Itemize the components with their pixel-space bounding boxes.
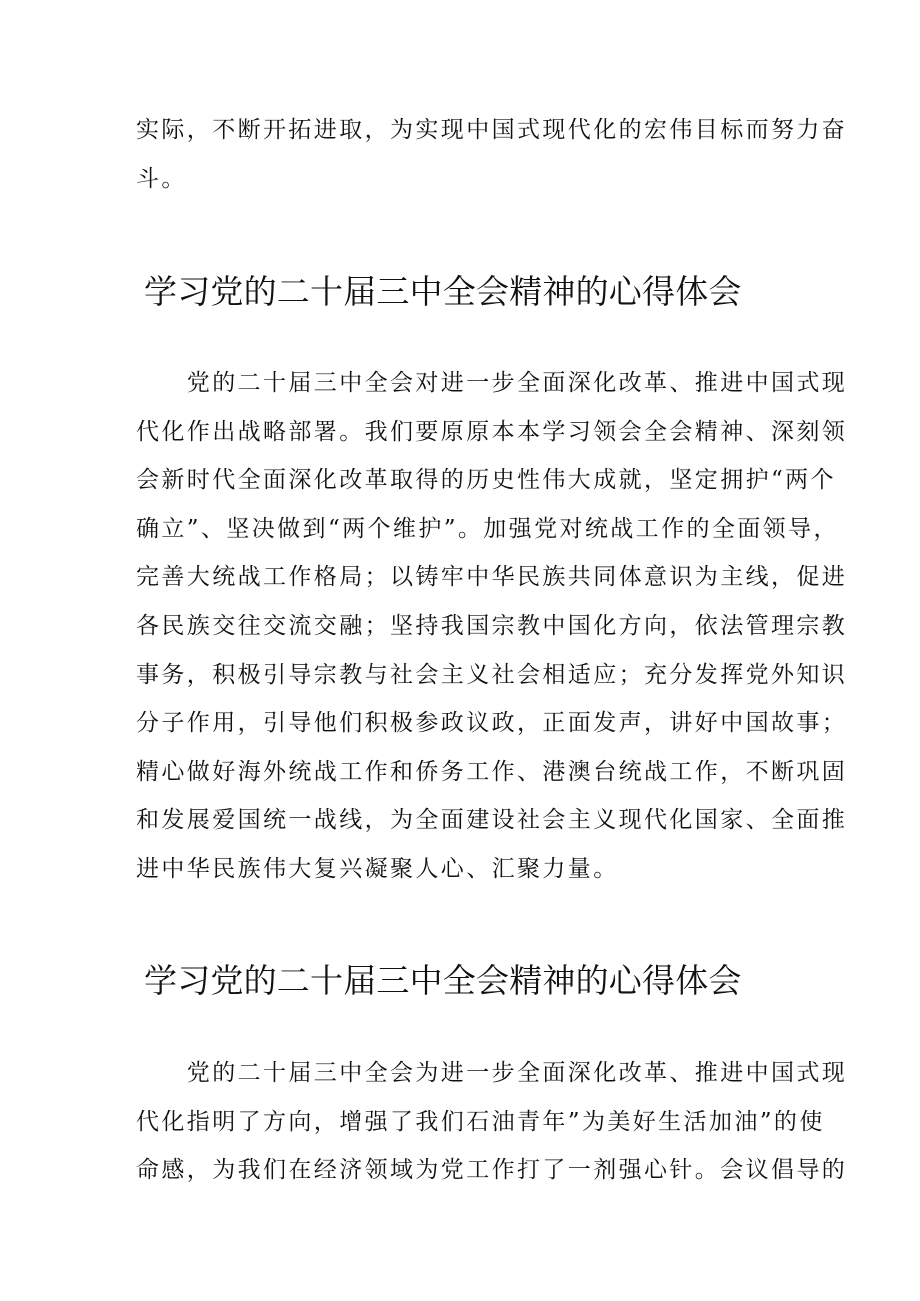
text-line: 事务，积极引导宗教与社会主义社会相适应；充分发挥党外知识	[136, 661, 848, 688]
text-line: 党的二十届三中全会对进一步全面深化改革、推进中国式现	[136, 370, 848, 396]
text-line: 代化作出战略部署。我们要原原本本学习领会全会精神、深刻领	[136, 418, 848, 445]
text-line: 完善大统战工作格局；以铸牢中华民族共同体意识为主线，促进	[136, 564, 848, 591]
text-line: 进中华民族伟大复兴凝聚人心、汇聚力量。	[136, 855, 619, 882]
text-line: 会新时代全面深化改革取得的历史性伟大成就，坚定拥护“两个	[136, 467, 836, 494]
section-heading: 学习党的二十届三中全会精神的心得体会	[144, 272, 742, 311]
paragraph-body	[136, 1049, 848, 1195]
section-heading: 学习党的二十届三中全会精神的心得体会	[144, 961, 742, 1000]
text-line: 和发展爱国统一战线，为全面建设社会主义现代化国家、全面推	[136, 807, 848, 834]
text-line: 分子作用，引导他们积极参政议政，正面发声，讲好中国故事；	[136, 710, 848, 737]
paragraph-continued	[136, 106, 848, 203]
text-line: 代化指明了方向，增强了我们石油青年”为美好生活加油”的使	[136, 1108, 825, 1135]
text-line: 命感，为我们在经济领域为党工作打了一剂强心针。会议倡导的	[136, 1157, 848, 1184]
text-line: 斗。	[136, 165, 187, 192]
text-line: 党的二十届三中全会为进一步全面深化改革、推进中国式现	[136, 1060, 848, 1086]
paragraph-body	[136, 359, 848, 894]
text-line: 实际，不断开拓进取，为实现中国式现代化的宏伟目标而努力奋	[136, 117, 848, 143]
text-line: 确立”、坚决做到“两个维护”。加强党对统战工作的全面领导，	[136, 515, 839, 542]
text-line: 各民族交往交流交融；坚持我国宗教中国化方向，依法管理宗教	[136, 612, 848, 639]
text-line: 精心做好海外统战工作和侨务工作、港澳台统战工作，不断巩固	[136, 758, 848, 785]
